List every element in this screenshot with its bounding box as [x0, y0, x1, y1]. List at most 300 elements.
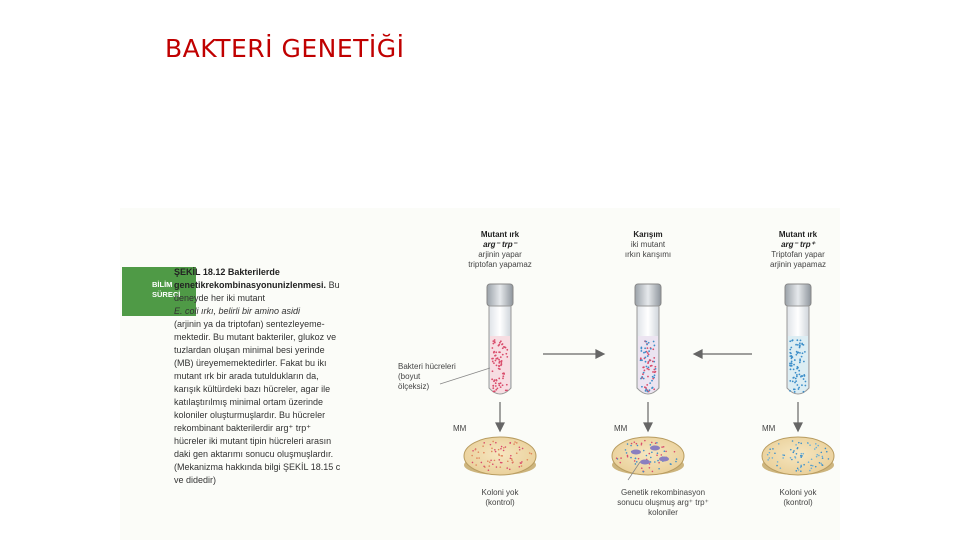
- bacterium-cell: [653, 388, 655, 390]
- bacterium-cell: [652, 376, 654, 378]
- bacterium-cell: [652, 378, 654, 380]
- plate-cell: [796, 453, 798, 455]
- plate-cell: [478, 457, 480, 459]
- bacterium-cell: [648, 342, 650, 344]
- bacterium-cell: [795, 378, 797, 380]
- bacterium-cell: [493, 351, 495, 353]
- left-desc2: triptofan yapamaz: [468, 260, 532, 269]
- caption-body-0: Bu deneyde her iki mutant: [174, 280, 340, 303]
- plate-cell: [651, 442, 653, 444]
- plate-cell: [800, 443, 802, 445]
- bacterium-cell: [640, 346, 642, 348]
- bacterium-cell: [499, 361, 501, 363]
- plate-cell: [634, 460, 636, 462]
- bacterium-cell: [796, 368, 798, 370]
- bacterium-cell: [804, 351, 806, 353]
- plate-cell: [777, 461, 779, 463]
- caption-body-13: (Mekanizma hakkında bilgi ŞEKİL 18.15 c: [174, 462, 341, 472]
- right-result: [758, 488, 838, 508]
- bacterium-cell: [492, 370, 494, 372]
- bacterium-cell: [505, 389, 507, 391]
- bacterium-cell: [495, 360, 497, 362]
- bacterium-cell: [645, 341, 647, 343]
- plate-cell: [487, 460, 489, 462]
- bacterium-cell: [798, 370, 800, 372]
- plate-cell: [820, 463, 822, 465]
- plate-cell: [791, 459, 793, 461]
- caption-body-10: rekombinant bakterilerdir arg⁺ trp⁺: [174, 423, 312, 433]
- plate-cell: [822, 456, 824, 458]
- bacterium-cell: [498, 365, 500, 367]
- plate-cell: [634, 441, 636, 443]
- plate-cell: [803, 464, 805, 466]
- plate-cell: [800, 467, 802, 469]
- plate-cell: [652, 471, 654, 473]
- bacterium-cell: [796, 384, 798, 386]
- plate-cell: [619, 462, 621, 464]
- caption-body-12: daki gen aktarımı sonucu oluşmuşlardır.: [174, 449, 334, 459]
- plate-cell: [627, 456, 629, 458]
- plate-cell: [818, 455, 820, 457]
- plate-cell: [641, 442, 643, 444]
- plate-cell: [676, 458, 678, 460]
- bacterium-cell: [498, 359, 500, 361]
- bacterium-cell: [791, 340, 793, 342]
- plate-cell: [491, 451, 493, 453]
- right-result2: (kontrol): [783, 498, 813, 507]
- plate-cell: [531, 453, 533, 455]
- plate-cell: [630, 457, 632, 459]
- cells-label: [398, 362, 478, 392]
- caption-body-4: tuzlardan oluşan minimal besi yerinde: [174, 345, 325, 355]
- arrow-right-to-middle: [694, 350, 752, 358]
- bacterium-cell: [792, 380, 794, 382]
- bacterium-cell: [643, 372, 645, 374]
- bacterium-cell: [651, 380, 653, 382]
- bacterium-cell: [654, 371, 656, 373]
- tube-middle: [635, 284, 661, 394]
- plate-cell: [783, 454, 785, 456]
- plate-cell: [520, 462, 522, 464]
- bacterium-cell: [647, 376, 649, 378]
- bacterium-cell: [502, 354, 504, 356]
- plate-cell: [646, 455, 648, 457]
- bacterium-cell: [796, 351, 798, 353]
- left-desc1: arjinin yapar: [478, 250, 522, 259]
- plate-cell: [512, 461, 514, 463]
- caption-body-7: karışık kültürdeki bazı hücreler, agar ile: [174, 384, 331, 394]
- bacterium-cell: [503, 372, 505, 374]
- bacterium-cell: [795, 372, 797, 374]
- plate-cell: [498, 449, 500, 451]
- plate-cell: [513, 443, 515, 445]
- plate-cell: [494, 449, 496, 451]
- bacterium-cell: [494, 355, 496, 357]
- bacterium-cell: [492, 358, 494, 360]
- middle-head: Karışım: [633, 230, 663, 239]
- plate-cell: [625, 449, 627, 451]
- plate-cell: [780, 467, 782, 469]
- bacterium-cell: [647, 362, 649, 364]
- plate-cell: [490, 459, 492, 461]
- slide-title: BAKTERİ GENETİĞİ: [165, 34, 405, 63]
- caption-body-2: (arjinin ya da triptofan) sentezleyeme-: [174, 319, 325, 329]
- plate-cell: [665, 451, 667, 453]
- bacterium-cell: [798, 373, 800, 375]
- plate-cell: [488, 469, 490, 471]
- bacterium-cell: [643, 366, 645, 368]
- plate-cell: [642, 471, 644, 473]
- plate-cell: [658, 468, 660, 470]
- plate-cell: [476, 457, 478, 459]
- plate-cell: [810, 465, 812, 467]
- left-strain-header: [450, 230, 550, 270]
- bacterium-cell: [495, 358, 497, 360]
- plate-cell: [491, 447, 493, 449]
- plate-cell: [627, 455, 629, 457]
- plate-cell: [807, 442, 809, 444]
- caption-body-3: mektedir. Bu mutant bakteriler, glukoz ve: [174, 332, 337, 342]
- plate-cell: [795, 444, 797, 446]
- plate-cell: [521, 465, 523, 467]
- plate-cell: [794, 456, 796, 458]
- bacterium-cell: [654, 374, 656, 376]
- cells-label-line2: (boyut: [398, 372, 421, 381]
- plate-cell: [506, 467, 508, 469]
- tube-right: [785, 284, 811, 394]
- bacterium-cell: [643, 352, 645, 354]
- bacterium-cell: [795, 380, 797, 382]
- bacterium-cell: [652, 361, 654, 363]
- plate-cell: [793, 450, 795, 452]
- bacterium-cell: [648, 350, 650, 352]
- plate-cell: [498, 454, 500, 456]
- bacterium-cell: [641, 386, 643, 388]
- bacterium-cell: [645, 390, 647, 392]
- bacterium-cell: [648, 369, 650, 371]
- plate-cell: [631, 443, 633, 445]
- plate-cell: [826, 451, 828, 453]
- middle-result: [598, 488, 728, 518]
- plate-cell: [772, 448, 774, 450]
- plate-cell: [498, 459, 500, 461]
- plate-cell: [636, 461, 638, 463]
- plate-cell: [797, 468, 799, 470]
- bacterium-cell: [493, 380, 495, 382]
- bacterium-cell: [506, 349, 508, 351]
- bacterium-cell: [493, 391, 495, 393]
- medium-middle: MM: [614, 424, 628, 433]
- bacterium-cell: [801, 384, 803, 386]
- bacterium-cell: [651, 387, 653, 389]
- bacterium-cell: [500, 356, 502, 358]
- bacterium-cell: [793, 369, 795, 371]
- plate-cell: [795, 470, 797, 472]
- plate-cell: [802, 453, 804, 455]
- bacterium-cell: [789, 340, 791, 342]
- plate-cell: [655, 442, 657, 444]
- caption-body-1: E. coli ırkı, belirli bir amino asidi: [174, 306, 301, 316]
- plate-cell: [500, 462, 502, 464]
- bacterium-cell: [796, 366, 798, 368]
- plate-cell: [815, 443, 817, 445]
- plate-cell: [663, 446, 665, 448]
- bacterium-cell: [799, 342, 801, 344]
- plate-cell: [516, 442, 518, 444]
- plate-cell: [809, 444, 811, 446]
- bacterium-cell: [495, 385, 497, 387]
- bacterium-cell: [498, 378, 500, 380]
- bacterium-cell: [790, 368, 792, 370]
- bacterium-cell: [648, 367, 650, 369]
- bacterium-cell: [649, 382, 651, 384]
- plate-cell: [790, 457, 792, 459]
- bacterium-cell: [643, 378, 645, 380]
- plate-cell: [499, 466, 501, 468]
- plate-cell: [808, 461, 810, 463]
- left-result2: (kontrol): [485, 498, 515, 507]
- bacterium-cell: [789, 380, 791, 382]
- plate-cell: [472, 450, 474, 452]
- bacterium-cell: [645, 387, 647, 389]
- bacterium-cell: [501, 360, 503, 362]
- caption-body-8: katılaştırılmış minimal ortam üzerinde: [174, 397, 324, 407]
- plate-cell: [661, 454, 663, 456]
- bacterium-cell: [640, 357, 642, 359]
- bacterium-cell: [652, 371, 654, 373]
- plate-cell: [483, 465, 485, 467]
- plate-cell: [814, 448, 816, 450]
- bacterium-cell: [799, 362, 801, 364]
- bacterium-cell: [500, 386, 502, 388]
- left-result: [460, 488, 540, 508]
- plate-cell: [626, 452, 628, 454]
- bacterium-cell: [502, 377, 504, 379]
- caption-title: ŞEKİL 18.12 Bakterilerde genetikrekombinasyonunizlenmesi.: [174, 267, 327, 290]
- plate-cell: [767, 454, 769, 456]
- plate-cell: [496, 466, 498, 468]
- plate-cell: [483, 452, 485, 454]
- plate-cell: [620, 457, 622, 459]
- plate-cell: [503, 447, 505, 449]
- plate-cell: [638, 458, 640, 460]
- bacterium-cell: [799, 352, 801, 354]
- plate-cell: [503, 450, 505, 452]
- bacterium-cell: [794, 359, 796, 361]
- bacterium-cell: [492, 387, 494, 389]
- plate-cell: [500, 448, 502, 450]
- plate-cell: [825, 448, 827, 450]
- plate-cell: [811, 458, 813, 460]
- plate-cell: [511, 459, 513, 461]
- plate-cell: [664, 450, 666, 452]
- medium-right: MM: [762, 424, 776, 433]
- bacterium-cell: [653, 357, 655, 359]
- bacterium-cell: [654, 366, 656, 368]
- bacterium-cell: [791, 361, 793, 363]
- mixture-header: [598, 230, 698, 260]
- bacterium-cell: [644, 347, 646, 349]
- bacterium-cell: [804, 375, 806, 377]
- bacterium-cell: [491, 347, 493, 349]
- right-head: Mutant ırk: [778, 230, 818, 239]
- tube-left: [487, 284, 513, 394]
- bacterium-cell: [790, 347, 792, 349]
- bacterium-cell: [803, 378, 805, 380]
- bacterium-cell: [501, 344, 503, 346]
- middle-desc1: iki mutant: [630, 240, 666, 249]
- plate-cell: [801, 455, 803, 457]
- right-desc2: arjinin yapamaz: [769, 260, 827, 269]
- plate-cell: [616, 457, 618, 459]
- bacterium-cell: [496, 364, 498, 366]
- bacterium-cell: [506, 384, 508, 386]
- plate-cell: [649, 467, 651, 469]
- bacterium-cell: [644, 370, 646, 372]
- plate-cell: [521, 461, 523, 463]
- bacterium-cell: [800, 340, 802, 342]
- middle-result3: koloniler: [648, 508, 678, 517]
- plate-cell: [635, 463, 637, 465]
- plate-cell: [510, 455, 512, 457]
- bacterium-cell: [642, 373, 644, 375]
- plate-cell: [797, 461, 799, 463]
- plate-cell: [661, 446, 663, 448]
- plate-cell: [776, 465, 778, 467]
- bacterium-cell: [799, 345, 801, 347]
- bacterium-cell: [791, 365, 793, 367]
- plate-cell: [529, 452, 531, 454]
- plate-cell: [492, 463, 494, 465]
- plate-cell: [654, 461, 656, 463]
- bacterium-cell: [793, 364, 795, 366]
- plate-left: [464, 437, 536, 475]
- plate-cell: [790, 449, 792, 451]
- plate-cell: [482, 445, 484, 447]
- bacterium-cell: [647, 391, 649, 393]
- right-desc1: Triptofan yapar: [771, 250, 825, 259]
- bacterium-cell: [803, 391, 805, 393]
- plate-cell: [492, 441, 494, 443]
- plate-cell: [819, 462, 821, 464]
- plate-cell: [509, 442, 511, 444]
- plate-cell: [658, 462, 660, 464]
- bacterium-cell: [802, 352, 804, 354]
- plate-cell: [514, 441, 516, 443]
- left-result1: Koloni yok: [481, 488, 519, 497]
- caption-body-6: mutant ırk bir arada tutuldukların da,: [174, 371, 319, 381]
- plate-cell: [815, 466, 817, 468]
- bacterium-cell: [502, 375, 504, 377]
- plate-cell: [472, 462, 474, 464]
- plate-cell: [651, 451, 653, 453]
- plate-cell: [481, 462, 483, 464]
- middle-result2: sonucu oluşmuş arg⁺ trp⁺: [617, 498, 709, 507]
- plate-cell: [488, 465, 490, 467]
- plate-cell: [798, 469, 800, 471]
- bacterium-cell: [800, 375, 802, 377]
- caption-body-9: koloniler oluşturmuşlardır. Bu hücreler: [174, 410, 326, 420]
- bacterium-cell: [646, 344, 648, 346]
- plate-cell: [772, 457, 774, 459]
- bacterium-cell: [797, 344, 799, 346]
- plate-middle: [612, 437, 684, 475]
- bacterium-cell: [789, 355, 791, 357]
- plate-cell: [675, 461, 677, 463]
- plate-cell: [519, 466, 521, 468]
- bacterium-cell: [804, 385, 806, 387]
- bacterium-cell: [498, 384, 500, 386]
- bacterium-cell: [791, 362, 793, 364]
- bacterium-cell: [803, 344, 805, 346]
- bacterium-cell: [495, 382, 497, 384]
- plate-cell: [820, 452, 822, 454]
- bacterium-cell: [652, 348, 654, 350]
- plate-cell: [800, 456, 802, 458]
- bacterium-cell: [646, 366, 648, 368]
- plate-cell: [767, 459, 769, 461]
- plate-cell: [495, 442, 497, 444]
- bacterium-cell: [504, 346, 506, 348]
- plate-cell: [507, 460, 509, 462]
- plate-cell: [637, 445, 639, 447]
- plate-cell: [509, 469, 511, 471]
- plate-cell: [778, 443, 780, 445]
- plate-cell: [495, 451, 497, 453]
- bacterium-cell: [495, 379, 497, 381]
- plate-cell: [657, 460, 659, 462]
- right-genotype: arg⁻ trp⁺: [781, 240, 815, 249]
- bacterium-cell: [796, 374, 798, 376]
- bacterium-cell: [505, 353, 507, 355]
- plate-cell: [798, 442, 800, 444]
- bacterium-cell: [796, 339, 798, 341]
- plate-cell: [505, 446, 507, 448]
- plate-cell: [792, 440, 794, 442]
- bacterium-cell: [506, 356, 508, 358]
- plate-cell: [815, 447, 817, 449]
- caption-body-14: ve didedir): [174, 475, 217, 485]
- plate-cell: [657, 452, 659, 454]
- bacterium-cell: [803, 361, 805, 363]
- plate-cell: [828, 458, 830, 460]
- cells-label-line1: Bakteri hücreleri: [398, 362, 456, 371]
- bacterium-cell: [794, 391, 796, 393]
- plate-cell: [674, 451, 676, 453]
- bacterium-cell: [805, 381, 807, 383]
- plate-cell: [494, 460, 496, 462]
- plate-cell: [478, 451, 480, 453]
- bacterium-cell: [653, 369, 655, 371]
- badge-line1: BİLİM: [152, 280, 173, 289]
- bacterium-cell: [648, 354, 650, 356]
- plate-cell: [822, 464, 824, 466]
- plate-cell: [641, 444, 643, 446]
- bacterium-cell: [499, 342, 501, 344]
- caption-body-11: hücreler iki mutant tipin hücreleri arasın: [174, 436, 332, 446]
- plate-cell: [636, 443, 638, 445]
- plate-cell: [627, 443, 629, 445]
- caption-body-5: (MB) üreyememektedirler. Fakat bu ikı: [174, 358, 327, 368]
- plate-cell: [809, 470, 811, 472]
- bacterium-cell: [491, 378, 493, 380]
- plate-cell: [641, 467, 643, 469]
- left-genotype: arg⁻ trp⁻: [483, 240, 517, 249]
- plate-cell: [774, 452, 776, 454]
- left-head: Mutant ırk: [480, 230, 520, 239]
- plate-cell: [769, 448, 771, 450]
- bacterium-cell: [649, 359, 651, 361]
